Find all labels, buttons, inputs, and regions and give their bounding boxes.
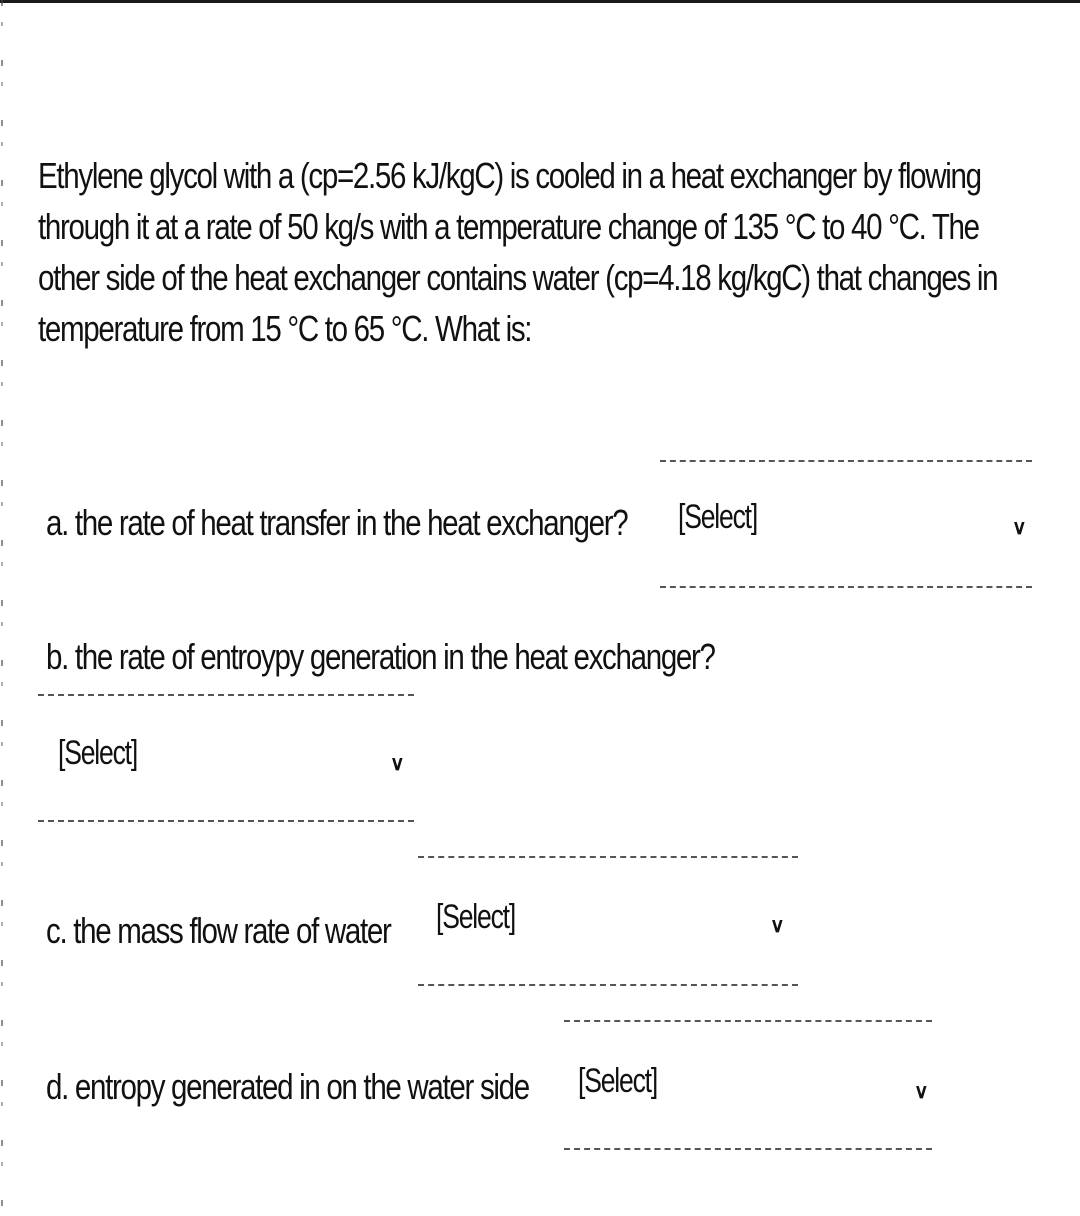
left-edge-artifact bbox=[1, 0, 3, 1216]
part-c-label: c. the mass flow rate of water bbox=[46, 910, 391, 951]
question-line: other side of the heat exchanger contains water (cp=4.18 kg/kgC) that changes in bbox=[38, 257, 998, 298]
part-b-label: b. the rate of entroypy generation in the heat exchanger? bbox=[46, 636, 715, 677]
chevron-down-icon: ∨ bbox=[390, 753, 405, 775]
part-d-selected-value: [Select] bbox=[578, 1062, 658, 1100]
question-line: through it at a rate of 50 kg/s with a temperature change of 135 °C to 40 °C. The bbox=[38, 206, 979, 247]
part-a-label: a. the rate of heat transfer in the heat exchanger? bbox=[46, 502, 628, 543]
part-c-select[interactable] bbox=[418, 856, 798, 986]
chevron-down-icon: ∨ bbox=[914, 1081, 929, 1103]
question-text bbox=[38, 150, 1038, 354]
part-b-selected-value: [Select] bbox=[58, 734, 138, 772]
part-d-select[interactable] bbox=[564, 1020, 932, 1150]
part-d-label: d. entropy generated in on the water side bbox=[46, 1066, 529, 1107]
question-line: temperature from 15 °C to 65 °C. What is: bbox=[38, 308, 532, 349]
chevron-down-icon: ∨ bbox=[1012, 517, 1027, 539]
question-line: Ethylene glycol with a (cp=2.56 kJ/kgC) is cooled in a heat exchanger by flowing bbox=[38, 155, 981, 196]
part-a-selected-value: [Select] bbox=[678, 498, 758, 536]
part-b-select[interactable] bbox=[38, 694, 414, 822]
part-c-selected-value: [Select] bbox=[436, 898, 516, 936]
chevron-down-icon: ∨ bbox=[770, 915, 785, 937]
part-a-select[interactable] bbox=[660, 460, 1032, 588]
top-border bbox=[0, 0, 1080, 3]
